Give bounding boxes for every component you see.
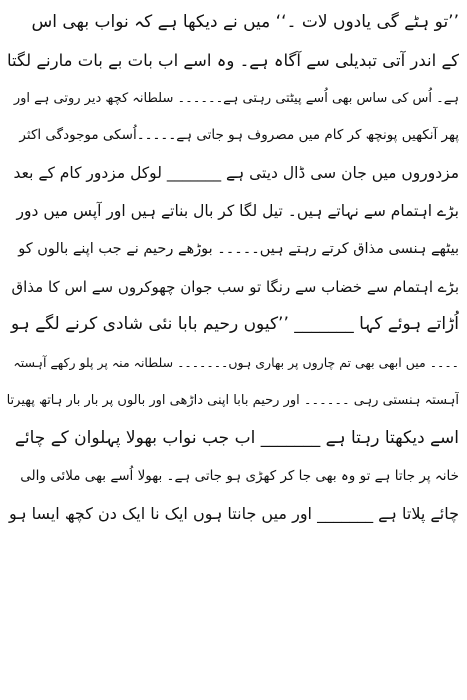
text-line: اسے دیکھتا رہتا ہے _______ اب جب نواب بھولا پہلوان کے چائے — [14, 427, 459, 448]
text-line: ہے۔ اُس کی ساس بھی اُسے پیٹتی رہتی ہے۔۔۔۔۔۔ سلطانہ کچھ دیر روتی ہے اور — [13, 90, 459, 106]
text-line: بیٹھے ہنسی مذاق کرتے رہتے ہیں۔۔۔۔۔ بوڑھے رحیم نے جب اپنے بالوں کو — [18, 240, 459, 257]
text-line: پھر آنکھیں پونچھ کر کام میں مصروف ہو جاتی ہے۔۔۔۔۔اُسکی موجودگی اکثر — [19, 127, 459, 144]
text-line: اُڑاتے ہوئے کہا _______ ’’کیوں رحیم بابا نئی شادی کرنے لگے ہو — [10, 314, 459, 335]
text-line: بڑے اہتمام سے نہاتے ہیں۔ تیل لگا کر بال بناتے ہیں اور آپس میں دور — [16, 201, 459, 220]
text-line: ’’تو ہٹے گی یادوں لات ۔‘‘ میں نے دیکھا ہے کہ نواب بھی اس — [31, 12, 459, 32]
text-line: چائے پلاتا ہے _______ اور میں جانتا ہوں ایک نا ایک دن کچھ ایسا ہو — [8, 504, 459, 524]
text-line: مزدوروں میں جان سی ڈال دیتی ہے _______ لوکل مزدور کام کے بعد — [13, 164, 459, 183]
text-line: ۔۔۔۔ میں ابھی بھی تم چاروں پر بھاری ہوں۔۔۔۔۔۔۔ سلطانہ منہ پر پلو رکھے آہستہ — [13, 355, 459, 371]
urdu-text-block — [6, 4, 459, 533]
text-line: بڑے اہتمام سے خضاب سے رنگا تو سب جوان چھوکروں سے اس کا مذاق — [11, 277, 459, 296]
text-line: کے اندر آتی تبدیلی سے آگاہ ہے۔ وہ اسے اب بات بے بات مارنے لگتا — [7, 50, 459, 70]
text-line: آہستہ ہنستی رہی ۔۔۔۔۔۔ اور رحیم بابا اپنی داڑھی اور بالوں پر بار بار ہاتھ پھیرتا — [6, 392, 459, 408]
text-line: خانہ پر جاتا ہے تو وہ بھی جا کر کھڑی ہو جاتی ہے۔ بھولا اُسے بھی ملائی والی — [20, 467, 459, 484]
